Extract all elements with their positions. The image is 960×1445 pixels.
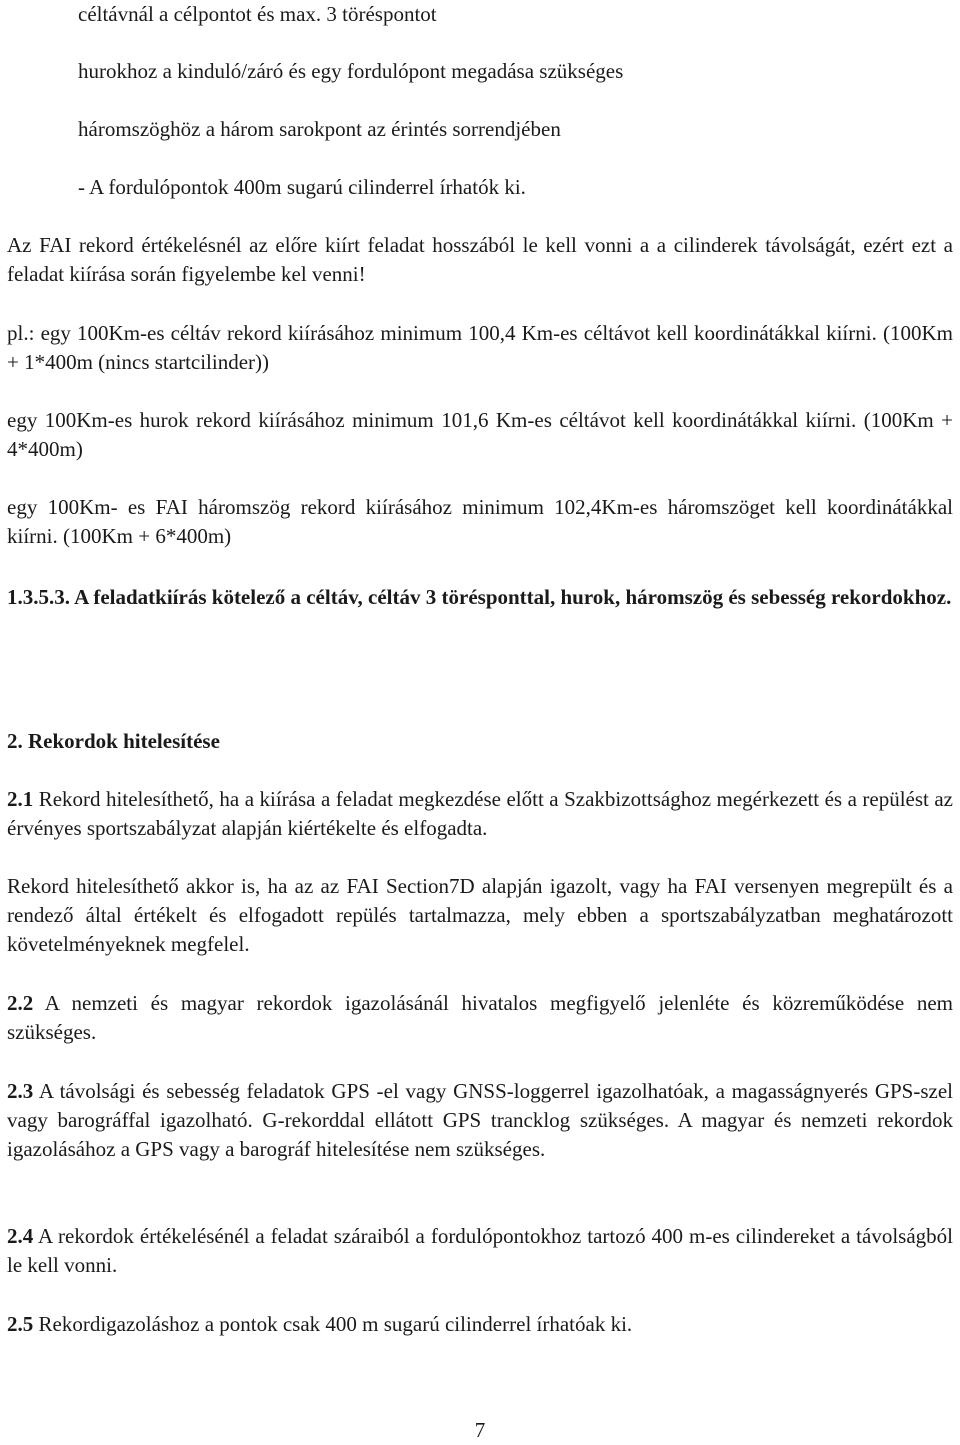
paragraph-2-5-text: Rekordigazoláshoz a pontok csak 400 m sugarú cilinderrel írhatóak ki. [33, 1312, 633, 1336]
paragraph-2-5 [7, 1310, 953, 1339]
paragraph-2-4 [7, 1222, 953, 1280]
line-loop-text: hurokhoz a kinduló/záró és egy fordulópont megadása szükséges [78, 59, 624, 83]
paragraph-2-1-number: 2.1 [7, 787, 34, 811]
paragraph-2-3-number: 2.3 [7, 1079, 34, 1103]
line-target-text: céltávnál a célpontot és max. 3 töréspontot [78, 2, 437, 26]
paragraph-2-2-number: 2.2 [7, 991, 34, 1015]
paragraph-2-1 [7, 785, 953, 843]
paragraph-2-4-number: 2.4 [7, 1224, 34, 1248]
line-turnpoints-text: - A fordulópontok 400m sugarú cilinderrel írhatók ki. [78, 175, 526, 199]
paragraph-2-3 [7, 1077, 953, 1164]
paragraph-2-2 [7, 989, 953, 1047]
example-triangle-paragraph: egy 100Km- es FAI háromszög rekord kiírásához minimum 102,4Km-es háromszöget kell koordinátákkal kiírni. (100Km + 6*400m) [7, 495, 953, 548]
paragraph-2-1-continued: Rekord hitelesíthető akkor is, ha az az FAI Section7D alapján igazolt, vagy ha FAI versenyen megrepült és a rendező által értékelt és elfogadott repülés tartalmazza, mely ebben a sportszabályzatban meghatározott követelményeknek megfelel. [7, 874, 953, 956]
paragraph-2-4-text: A rekordok értékelésénél a feladat száraiból a fordulópontokhoz tartozó 400 m-es cilindereket a távolságból le kell vonni. [7, 1224, 953, 1277]
line-triangle-text: háromszöghöz a három sarokpont az érintés sorrendjében [78, 117, 561, 141]
example-loop-paragraph: egy 100Km-es hurok rekord kiírásához minimum 101,6 Km-es céltávot kell koordinátákkal kiírni. (100Km + 4*400m) [7, 408, 953, 461]
heading-2: 2. Rekordok hitelesítése [7, 729, 220, 753]
paragraph-2-1-text: Rekord hitelesíthető, ha a kiírása a feladat megkezdése előtt a Szakbizottsághoz megérkezett és a repülést az érvényes sportszabályzat alapján kiértékelte és elfogadta. [7, 787, 953, 840]
example-goal-paragraph: pl.: egy 100Km-es céltáv rekord kiírásához minimum 100,4 Km-es céltávot kell koordinátákkal kiírni. (100Km + 1*400m (nincs startcilinder)) [7, 321, 953, 374]
page-number: 7 [474, 1418, 486, 1442]
section-1-3-5-3: 1.3.5.3. A feladatkiírás kötelező a céltáv, céltáv 3 törésponttal, hurok, háromszög és sebesség rekordokhoz. [7, 585, 952, 609]
fai-note-paragraph: Az FAI rekord értékelésnél az előre kiírt feladat hosszából le kell vonni a a cilinderek távolságát, ezért ezt a feladat kiírása során figyelembe kel venni! [7, 233, 953, 286]
paragraph-2-5-number: 2.5 [7, 1312, 34, 1336]
paragraph-2-2-text: A nemzeti és magyar rekordok igazolásánál hivatalos megfigyelő jelenléte és közreműködése nem szükséges. [7, 991, 953, 1044]
paragraph-2-3-text: A távolsági és sebesség feladatok GPS -el vagy GNSS-loggerrel igazolhatóak, a magasságnyerés GPS-szel vagy barográffal igazolható. G-rekorddal ellátott GPS trancklog szükséges. A magyar és nemzeti rekordok igazolásához a GPS vagy a barográf hitelesítése nem szükséges. [7, 1079, 953, 1161]
